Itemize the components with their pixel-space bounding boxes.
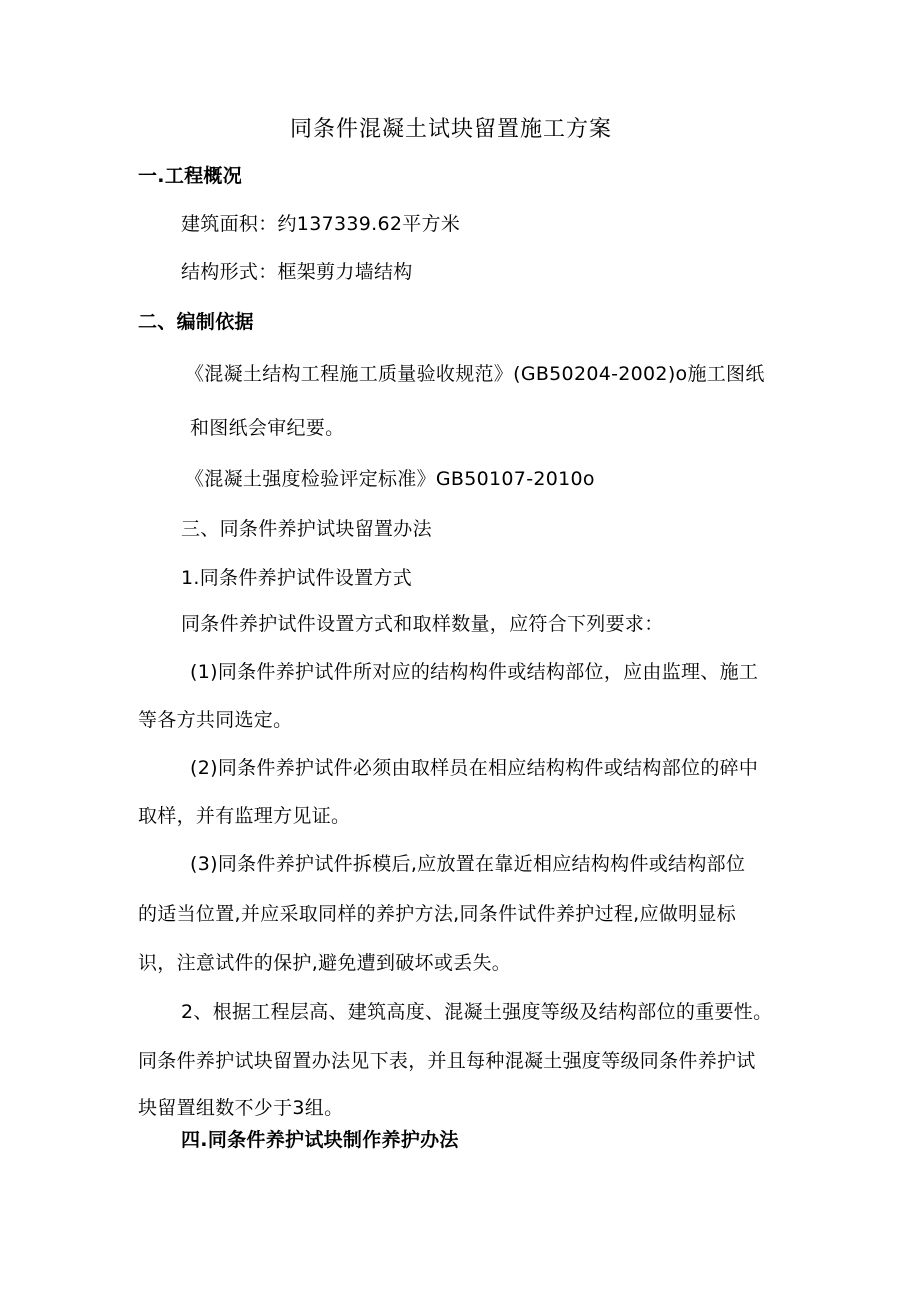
item-2-line-2: 取样，并有监理方见证。 [138, 805, 351, 827]
section-heading-overview: 一.工程概况 [138, 165, 243, 187]
subsection-1-title: 1.同条件养护试件设置方式 [181, 567, 413, 589]
item-3-line-3: 识，注意试件的保护,避免遭到破坏或丢失。 [138, 952, 512, 974]
section-heading-basis: 二、编制依据 [138, 311, 254, 333]
structure-type-text: 结构形式：框架剪力墙结构 [181, 261, 413, 283]
basis-item-1-line-2: 和图纸会审纪要。 [190, 417, 345, 439]
section-heading-curing: 四.同条件养护试块制作养护办法 [181, 1129, 459, 1151]
item-2-line-1: (2)同条件养护试件必须由取样员在相应结构构件或结构部位的碎中 [190, 757, 759, 779]
item-3-line-1: (3)同条件养护试件拆模后,应放置在靠近相应结构构件或结构部位 [190, 853, 746, 875]
basis-item-2: 《混凝土强度检验评定标准》GB50107-2010o [185, 468, 595, 490]
document-title: 同条件混凝土试块留置施工方案 [290, 117, 613, 142]
item-3-line-2: 的适当位置,并应采取同样的养护方法,同条件试件养护过程,应做明显标 [138, 903, 737, 925]
building-area-text: 建筑面积：约137339.62平方米 [181, 213, 461, 235]
subsection-2-line-2: 同条件养护试块留置办法见下表，并且每种混凝土强度等级同条件养护试 [138, 1050, 756, 1072]
section-heading-method: 三、同条件养护试块留置办法 [181, 518, 432, 540]
subsection-2-line-1: 2、根据工程层高、建筑高度、混凝土强度等级及结构部位的重要性。 [181, 1001, 773, 1023]
item-1-line-2: 等各方共同选定。 [138, 709, 293, 731]
subsection-1-intro: 同条件养护试件设置方式和取样数量，应符合下列要求： [181, 613, 664, 635]
basis-item-1-line-1: 《混凝土结构工程施工质量验收规范》(GB50204-2002)o施工图纸 [185, 363, 765, 385]
subsection-2-line-3: 块留置组数不少于3组。 [138, 1097, 344, 1119]
item-1-line-1: (1)同条件养护试件所对应的结构构件或结构部位，应由监理、施工 [190, 661, 759, 683]
